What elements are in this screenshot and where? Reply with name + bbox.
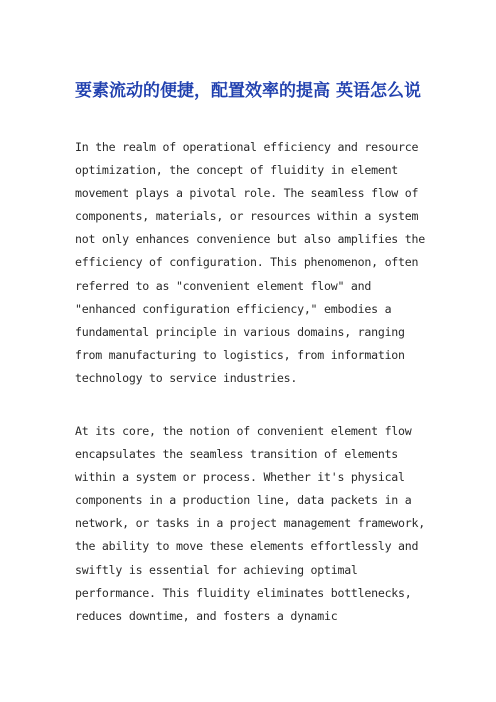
paragraph-2: At its core, the notion of convenient element flow encapsulates the seamless transition of elements within a system or process. Whether it's physical components in a production line, data packets in a network, or tasks in a project management framework, the ability to move these elements effortlessly and swiftly is essential for achieving optimal performance. This fluidity eliminates bottlenecks, reduces downtime, and fosters a dynamic <box>75 424 425 623</box>
paragraph-1: In the realm of operational efficiency and resource optimization, the concept of fluidity in element movement plays a pivotal role. The seamless flow of components, materials, or resources within a system not only enhances convenience but also amplifies the efficiency of configuration. This phenomenon, often referred to as "convenient element flow" and "enhanced configuration efficiency," embodies a fundamental principle in various domains, ranging from manufacturing to logistics, from information technology to service industries. <box>75 140 425 385</box>
document-title: 要素流动的便捷，配置效率的提高 英语怎么说 <box>75 81 421 101</box>
